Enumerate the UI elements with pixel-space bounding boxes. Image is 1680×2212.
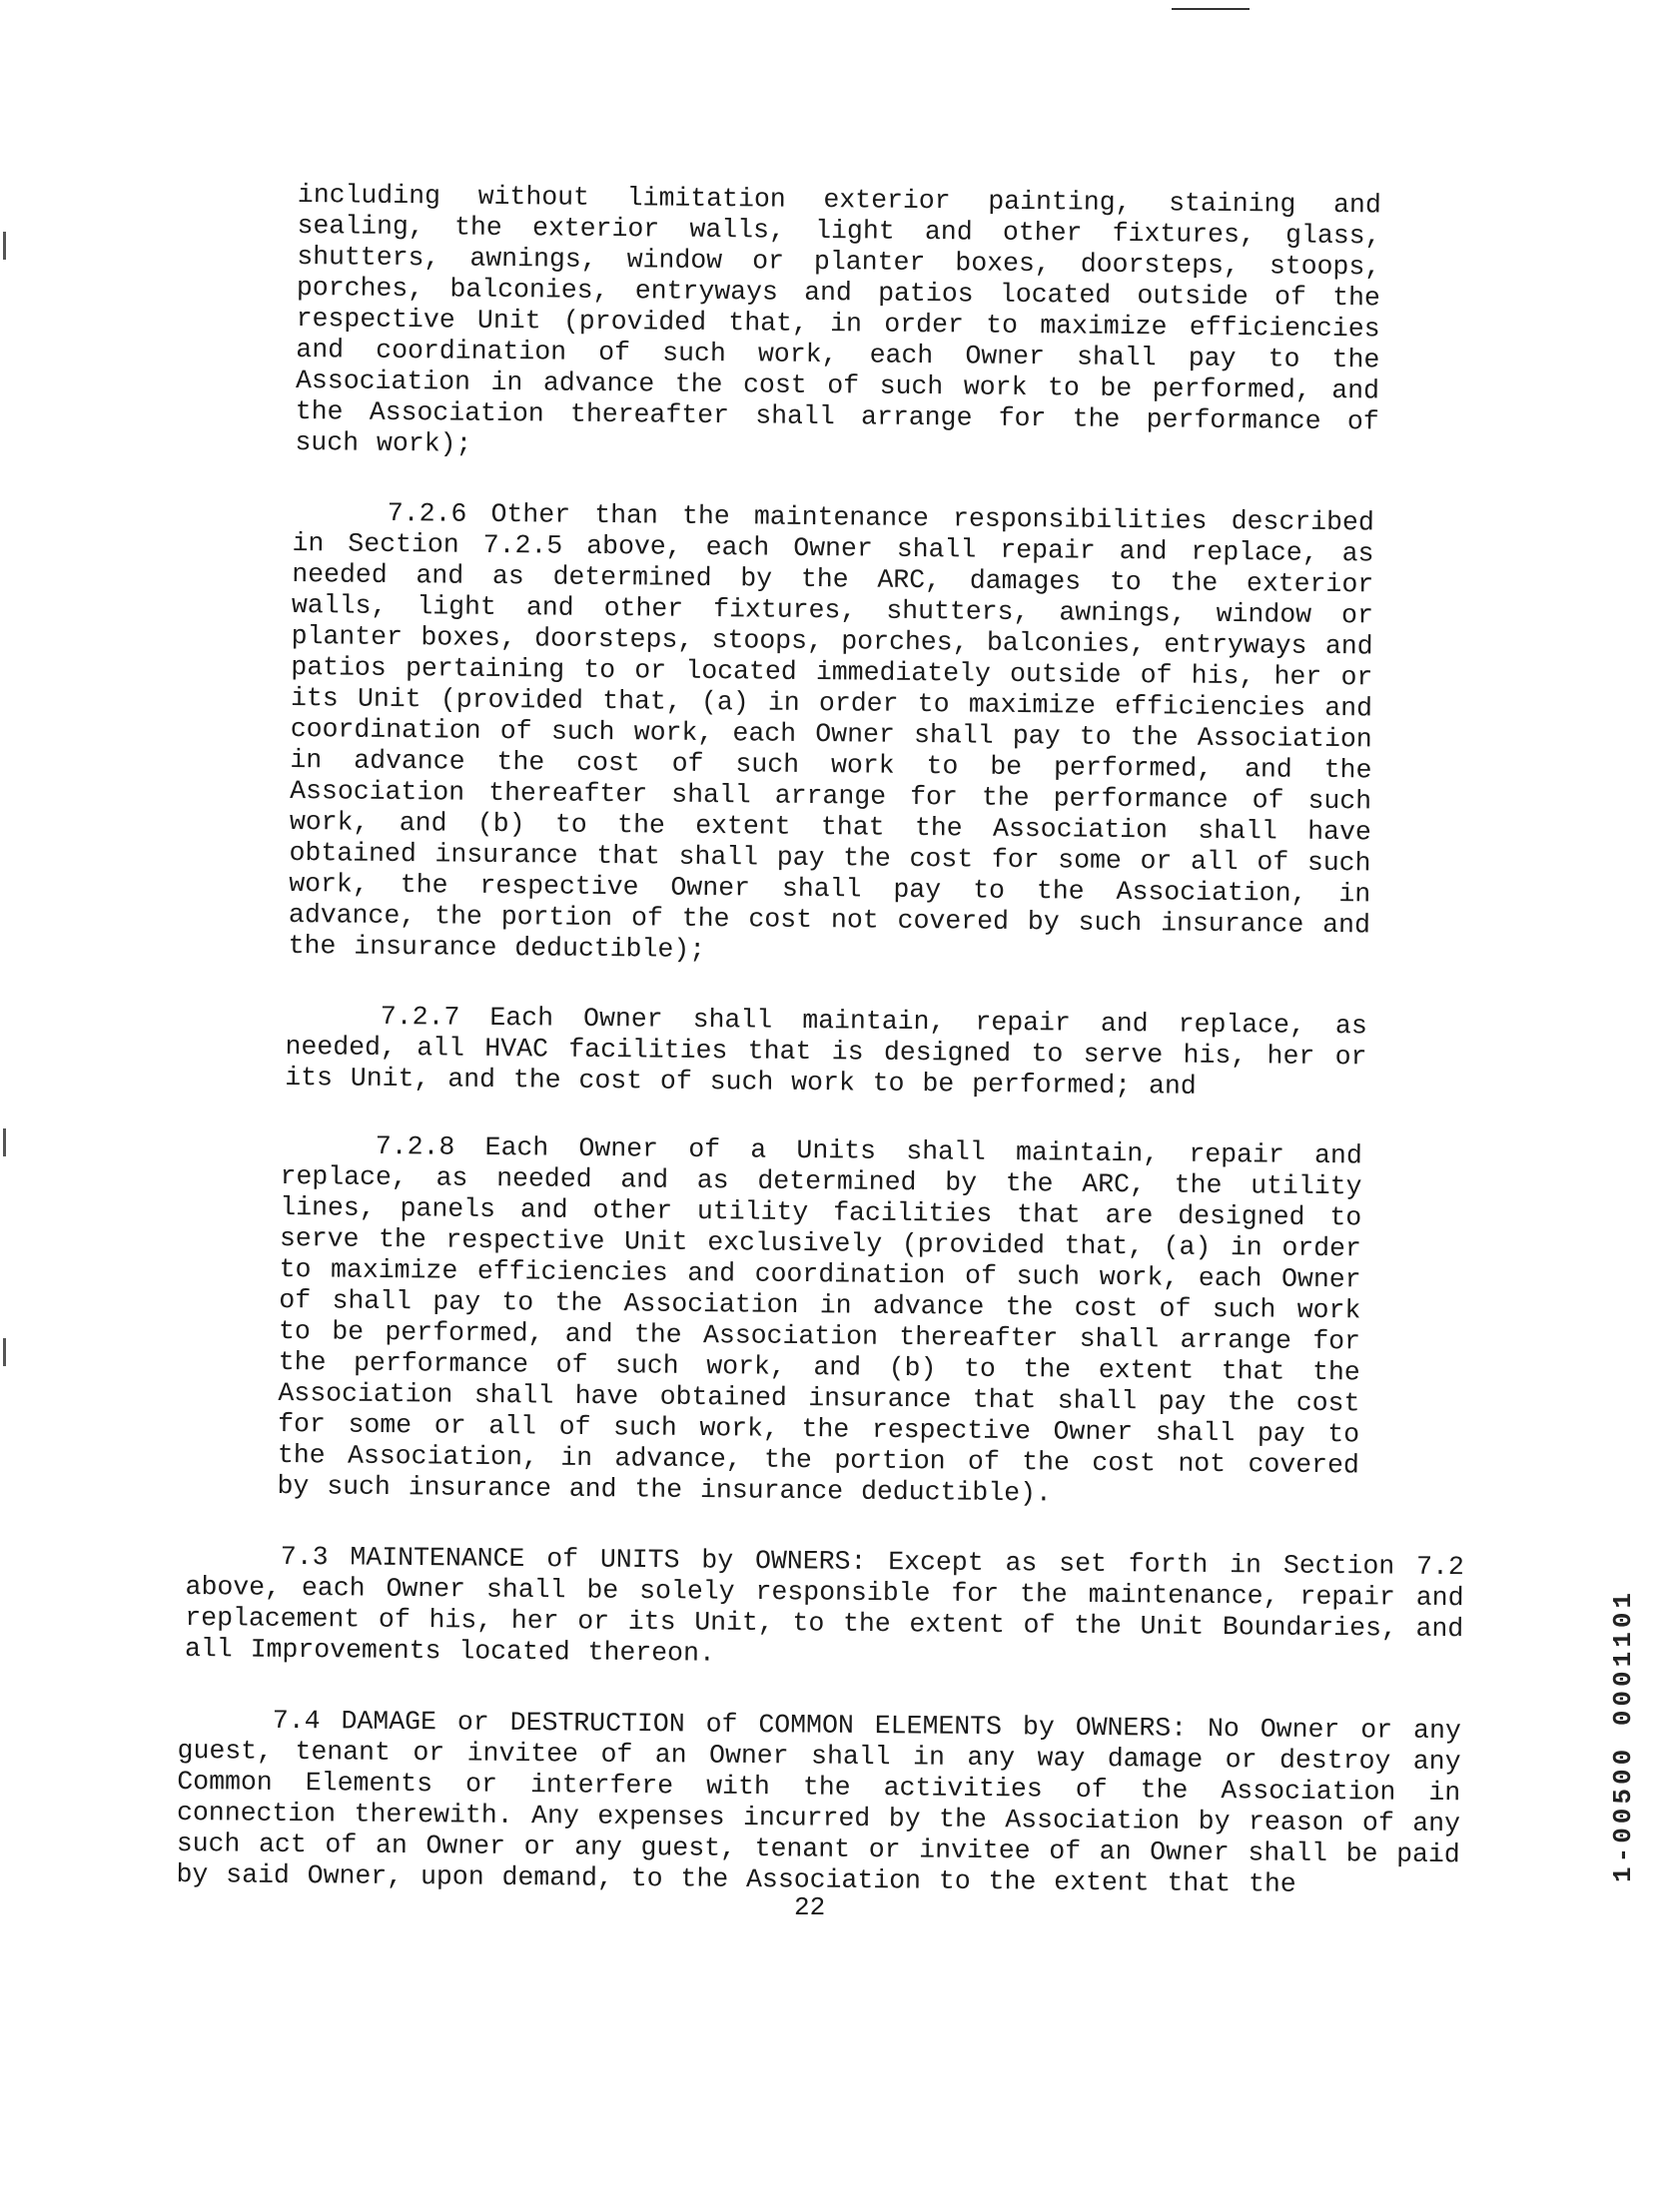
section-number: 7.3 <box>280 1541 329 1573</box>
section-number: 7.2.7 <box>380 1001 460 1033</box>
paragraph-7-2-8 <box>277 1130 1362 1512</box>
paragraph-text: MAINTENANCE of UNITS by OWNERS: Except as set forth in Section 7.2 above, each Owner shall be solely responsible for the maintenance, repair and replacement of his, her or its Unit, to the extent of the Unit Boundaries, and all Improvements located thereon. <box>184 1542 1464 1669</box>
paragraph-7-2-6 <box>289 497 1374 972</box>
section-number: 7.2.6 <box>387 497 467 529</box>
paragraph-text: Each Owner of a Units shall maintain, repair and replace, as needed and as determined by the ARC, the utility lines, panels and other utility facilities that are designed to serve the respective Unit exclusively (provided that, (a) in order to maximize efficiencies and coordination of such work, each Owner of shall pay to the Association in advance the cost of such work to be performed, and the Association thereafter shall arrange for the performance of such work, and (b) to the extent that the Association shall have obtained insurance that shall pay the cost for some or all of such work, the respective Owner shall pay to the Association, in advance, the portion of the cost not covered by such insurance and the insurance deductible). <box>277 1131 1362 1509</box>
side-recording-stamp: 1-00500 0001101 <box>1608 1588 1638 1882</box>
top-rule <box>1172 8 1250 10</box>
paragraph-continuation <box>295 180 1381 468</box>
margin-mark <box>3 1338 6 1366</box>
page-number: 22 <box>794 1892 826 1922</box>
paragraph-text: DAMAGE or DESTRUCTION of COMMON ELEMENTS by OWNERS: No Owner or any guest, tenant or invitee of an Owner shall in any way damage or destroy any Common Elements or interfere with the activities of the Association in connection therewith. Any expenses incurred by the Association by reason of any such act of an Owner or any guest, tenant or invitee of an Owner shall be paid by said Owner, upon demand, to the Association to the extent that the <box>176 1706 1461 1899</box>
margin-mark <box>3 1128 6 1156</box>
paragraph-text: Other than the maintenance responsibilities described in Section 7.2.5 above, each Owner shall repair and replace, as needed and as determined by the ARC, damages to the exterior walls, light and other fixtures, shutters, awnings, window or planter boxes, doorsteps, stoops, porches, balconies, entryways and patios pertaining to or located immediately outside of his, her or its Unit (provided that, (a) in order to maximize efficiencies and coordination of such work, each Owner shall pay to the Association in advance the cost of such work to be performed, and the Association thereafter shall arrange for the performance of such work, and (b) to the extent that the Association shall have obtained insurance that shall pay the cost for some or all of such work, the respective Owner shall pay to the Association, in advance, the portion of the cost not covered by such insurance and the insurance deductible); <box>288 498 1374 965</box>
paragraph-text: including without limitation exterior painting, staining and sealing, the exterior walls, light and other fixtures, glass, shutters, awnings, window or planter boxes, doorsteps, stoops, porches, balconies, entryways and patios located outside of the respective Unit (provided that, in order to maximize efficiencies and coordination of such work, each Owner shall pay to the Association in advance the cost of such work to be performed, and the Association thereafter shall arrange for the performance of such work); <box>295 180 1381 459</box>
paragraph-7-2-7 <box>285 1001 1367 1104</box>
paragraph-text: Each Owner shall maintain, repair and replace, as needed, all HVAC facilities that is designed to serve his, her or its Unit, and the cost of such work to be performed; and <box>285 1002 1367 1102</box>
section-7-4 <box>176 1705 1461 1901</box>
margin-mark <box>3 232 6 260</box>
section-number: 7.2.8 <box>375 1130 455 1162</box>
section-7-3 <box>185 1541 1464 1676</box>
section-number: 7.4 <box>272 1705 321 1737</box>
